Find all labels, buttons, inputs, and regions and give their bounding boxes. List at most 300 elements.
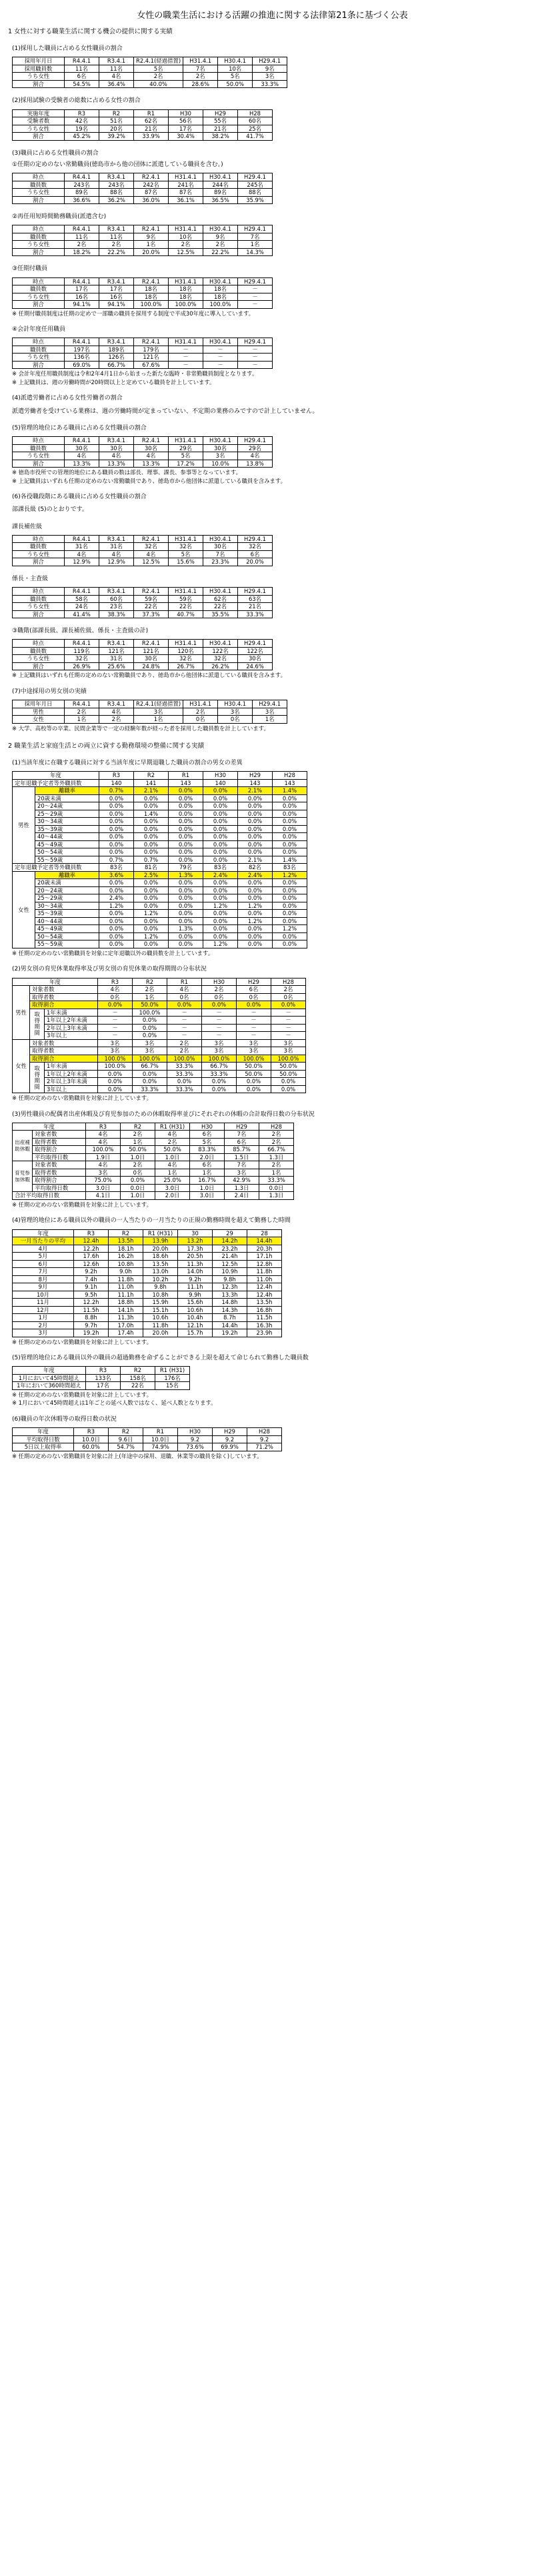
section1-heading: 1 女性に対する職業生活に関する機会の提供に関する実績	[8, 28, 173, 36]
table-row	[13, 65, 287, 73]
table-cell: 1.4%	[273, 856, 307, 864]
table-cell: 0.0%	[203, 833, 238, 841]
table-cell: 89名	[203, 189, 238, 197]
table-cell: 37.3%	[134, 610, 169, 618]
table-cell: 19名	[65, 125, 99, 133]
table-cell: 4名	[134, 452, 169, 460]
table-cell: H31.4.1	[183, 700, 218, 708]
table-cell: 0.0%	[134, 886, 169, 894]
table-cell: R3.4.1	[99, 338, 134, 346]
table-cell: 1.0日	[155, 1153, 190, 1161]
table-row	[13, 1055, 306, 1063]
table-cell: 2名	[121, 1161, 155, 1169]
table-cell: 7名	[183, 65, 218, 73]
table-cell: 12.1h	[178, 1321, 213, 1329]
t12-caption: (2)男女別の育児休業取得率及び男女別の育児休業の取得期間の分布状況	[12, 966, 207, 973]
table-row	[13, 716, 287, 724]
t8-note-1: ※ 徳島市役所での管理的地位にある職員の数は部長、理事、課長、参事等となっています。	[12, 469, 242, 476]
table-cell: 採用職員数	[13, 65, 65, 73]
table-cell: 120名	[169, 647, 203, 655]
table-cell: 10.8h	[143, 1291, 178, 1299]
table-cell: 9.7h	[74, 1321, 109, 1329]
table-cell: 0.0%	[169, 810, 203, 818]
table-cell: R4.4.1	[65, 277, 99, 285]
table-cell: －	[167, 1009, 202, 1017]
t13-caption: (3)男性職員の配偶者出産休暇及び育児参加のための休暇取得率並びにそれぞれの休暇の合計取得日数の分布状況	[12, 1111, 315, 1118]
table-cell: 0名	[121, 1169, 155, 1177]
table-cell: 3.6%	[99, 871, 134, 879]
table-cell: 30	[178, 1229, 213, 1237]
table-cell: R4.4.1	[65, 588, 99, 596]
table-cell: 10.6h	[143, 1314, 178, 1322]
table-cell: 15.6h	[178, 1299, 213, 1307]
table-cell: 0.0%	[133, 1017, 167, 1025]
table-row	[13, 925, 307, 933]
table-cell: R4.4.1	[65, 57, 99, 65]
table-cell: 0.0%	[99, 925, 134, 933]
table-row	[13, 57, 287, 65]
table-cell: 88名	[99, 189, 134, 197]
t14-note: ※ 任期の定めのない常勤職員を対象に計上しています。	[12, 1338, 153, 1345]
table-cell: 1.0日	[121, 1192, 155, 1200]
table-cell: R4.4.1	[65, 338, 99, 346]
table-cell: 7名	[225, 1131, 259, 1139]
table-cell: 1名	[65, 716, 99, 724]
table-cell: うち女性	[13, 452, 65, 460]
table-cell: 2名	[183, 73, 218, 81]
t11-note: ※ 任期の定めのない常勤職員を対象に定年退職以外の職員数を計上しています。	[12, 949, 214, 956]
table-cell: R4.4.1	[65, 437, 99, 445]
table-cell: 平均取得日数	[13, 1435, 74, 1443]
table-cell: 0.0%	[238, 932, 273, 940]
table-row	[13, 1229, 282, 1237]
table-cell: 42名	[65, 117, 99, 125]
table-cell: R3.4.1	[99, 277, 134, 285]
table-row	[13, 1283, 282, 1291]
table-cell: 0.0%	[99, 802, 134, 810]
table-cell: 94.1%	[65, 301, 99, 309]
table-t16	[12, 1427, 282, 1451]
table-cell: 13.3%	[134, 460, 169, 468]
table-cell: 職員数	[13, 647, 65, 655]
table-cell: 0.0%	[99, 932, 134, 940]
table-cell: 3名	[134, 708, 183, 716]
table-cell: H28	[247, 1428, 282, 1436]
table-cell: 4名	[65, 550, 99, 558]
table-row	[13, 225, 273, 233]
table-cell: 6名	[237, 986, 271, 994]
table-row	[13, 1169, 294, 1177]
table-cell: 0.0%	[238, 833, 273, 841]
table-cell: 11.5h	[247, 1314, 282, 1322]
table-cell: 1.2%	[203, 940, 238, 948]
table-cell: 87名	[169, 189, 203, 197]
table-cell: 11.0h	[109, 1283, 143, 1291]
table-cell: 2名	[271, 986, 306, 994]
table-cell: R2.4.1	[134, 225, 169, 233]
table-cell: 4名	[86, 1131, 121, 1139]
table-cell: 0.0%	[202, 1001, 237, 1009]
table-cell: 0.0%	[203, 810, 238, 818]
table-cell: 197名	[65, 346, 99, 354]
table-cell: 11.1h	[178, 1283, 213, 1291]
table-cell: 0.0%	[169, 825, 203, 833]
table-cell: 3名	[202, 1047, 237, 1055]
table-cell: 36.5%	[203, 196, 238, 204]
table-row	[13, 1017, 306, 1025]
table-cell: 15名	[155, 1382, 190, 1390]
table-cell: 50.0%	[121, 1146, 155, 1154]
table-cell: 2年以上3年未満	[45, 1024, 98, 1032]
table-cell: 13.5h	[247, 1299, 282, 1307]
table-row	[13, 662, 273, 670]
table-cell: －	[237, 1032, 271, 1040]
table-cell: 12.9%	[65, 558, 99, 566]
table-row	[13, 1367, 190, 1375]
table-cell: 20～24歳	[35, 886, 99, 894]
table-cell: －	[167, 1032, 202, 1040]
table-cell: 3名	[225, 1169, 259, 1177]
t6-note-2: ※ 上記職員は、週の労働時間が20時間以上と定めている職員を計上しています。	[12, 378, 215, 386]
table-row	[13, 1237, 282, 1245]
table-cell: －	[169, 346, 203, 354]
table-cell: －	[238, 293, 273, 301]
table-row	[13, 1192, 294, 1200]
table-cell: H29	[225, 1123, 259, 1131]
table-cell: 35～39歳	[35, 825, 99, 833]
table-cell: 35.9%	[238, 196, 273, 204]
table-cell: 3名	[98, 1047, 133, 1055]
table-cell: 時点	[13, 277, 65, 285]
table-row	[13, 444, 273, 452]
table-cell: 23.2h	[213, 1245, 247, 1253]
table-cell: 9名	[134, 233, 169, 241]
table-cell: 0.0%	[169, 902, 203, 910]
table-cell: 0.0%	[134, 848, 169, 856]
table-row	[13, 1329, 282, 1337]
table-cell: 23.3%	[203, 558, 238, 566]
table-cell: H30.4.1	[203, 535, 238, 543]
table-cell: 0.0%	[237, 1001, 271, 1009]
table-cell: 9.5h	[74, 1291, 109, 1299]
table-cell: 4名	[86, 1138, 121, 1146]
table-t13	[12, 1123, 294, 1200]
table-row	[13, 1177, 294, 1185]
table-cell: 0.0%	[98, 1085, 133, 1093]
table-row	[13, 550, 273, 558]
table-cell: 21名	[238, 603, 273, 611]
table-cell: 26.2%	[203, 662, 238, 670]
table-cell: 0.0%	[238, 802, 273, 810]
table-cell: 1.9日	[86, 1153, 121, 1161]
table-cell: 2名	[65, 241, 99, 249]
table-cell: 0.0%	[99, 810, 134, 818]
table-cell: 100.0%	[167, 1055, 202, 1063]
table-cell: 0.0%	[134, 833, 169, 841]
table-row	[13, 1153, 294, 1161]
table-cell: 対象者数	[30, 986, 98, 994]
table-row	[13, 917, 307, 925]
table-cell: 100.0%	[202, 1055, 237, 1063]
table-cell: －	[238, 346, 273, 354]
table-cell: 1名	[134, 241, 169, 249]
table-t1	[12, 57, 287, 88]
table-cell: 13.9h	[143, 1237, 178, 1245]
table-cell: －	[237, 1009, 271, 1017]
table-cell: R3	[86, 1123, 121, 1131]
table-cell: 15.6%	[169, 558, 203, 566]
table-cell: H29.4.1	[238, 173, 273, 181]
table-cell: 0.0%	[99, 879, 134, 887]
table-cell: 3名	[133, 1047, 167, 1055]
t10-caption: (7)中途採用の男女別の実績	[12, 688, 87, 695]
table-row	[13, 1260, 282, 1268]
table-cell: 0.0%	[273, 818, 307, 826]
table-cell: 5月	[13, 1253, 74, 1261]
table-cell: H29.4.1	[253, 700, 287, 708]
table-row	[13, 1275, 282, 1283]
table-cell: うち女性	[13, 550, 65, 558]
table-cell: 140	[99, 779, 134, 787]
table-cell: －	[203, 361, 238, 369]
table-cell: 14.4h	[247, 1237, 282, 1245]
table-cell: 0.0%	[99, 825, 134, 833]
table-cell: 0.0%	[134, 825, 169, 833]
table-cell: 年度	[13, 1367, 86, 1375]
table-cell: 8月	[13, 1275, 74, 1283]
table-cell: 11.1h	[109, 1291, 143, 1299]
table-cell: 0.0%	[273, 810, 307, 818]
section2-heading: 2 職業生活と家庭生活との両立に資する勤務環境の整備に関する実績	[8, 742, 205, 750]
table-cell: 17名	[86, 1382, 121, 1390]
table-row	[13, 640, 273, 648]
table-cell: 4.1日	[86, 1192, 121, 1200]
table-cell: 0.0%	[134, 925, 169, 933]
table-cell: 1.2%	[134, 910, 169, 918]
table-cell: 1.3日	[259, 1192, 294, 1200]
table-cell: H29	[213, 1428, 247, 1436]
table-cell: 15.1h	[143, 1306, 178, 1314]
table-row	[13, 460, 273, 468]
table-row	[13, 196, 273, 204]
table-cell: －	[98, 1009, 133, 1017]
table-cell: 割合	[13, 196, 65, 204]
table-cell: 4名	[99, 550, 134, 558]
table-cell: 30名	[134, 655, 169, 663]
table-row	[13, 181, 273, 189]
table-cell: R2.4.1(経過措置)	[134, 57, 183, 65]
table-cell: 66.7%	[202, 1063, 237, 1071]
table-cell: 40.7%	[169, 610, 203, 618]
table-cell: 18.1h	[109, 1245, 143, 1253]
table-cell: 7名	[203, 550, 238, 558]
table-cell: 対象者数	[30, 1039, 98, 1047]
table-cell: R2.4.1(経過措置)	[134, 700, 183, 708]
table-cell: 0.0%	[169, 917, 203, 925]
table-cell: 1.3日	[225, 1184, 259, 1192]
table-cell: 11名	[65, 65, 99, 73]
table-cell: 0.0%	[99, 818, 134, 826]
table-cell: 45～49歳	[35, 925, 99, 933]
table-cell: 1年以上2年未満	[45, 1017, 98, 1025]
table-cell: うち女性	[13, 73, 65, 81]
table-cell: 16.8h	[247, 1306, 282, 1314]
table-cell: R3.4.1	[99, 588, 134, 596]
table-cell: 9.0h	[109, 1268, 143, 1276]
table-cell: 1年において360時間超え	[13, 1382, 86, 1390]
table-cell: 5名	[134, 65, 183, 73]
table-cell: 0.7%	[99, 787, 134, 795]
table-cell: 合計平均取得日数	[13, 1192, 86, 1200]
table-cell: 33.3%	[133, 1085, 167, 1093]
table-cell: 35～39歳	[35, 910, 99, 918]
table-cell: R4.4.1	[65, 225, 99, 233]
table-row	[13, 1009, 306, 1017]
table-cell: 3月	[13, 1329, 74, 1337]
table-cell: 0.0%	[237, 1078, 271, 1086]
table-cell: 4名	[167, 986, 202, 994]
table-cell: 0.0%	[203, 910, 238, 918]
table-cell: 13.3%	[99, 460, 134, 468]
table-row	[13, 993, 306, 1001]
table-cell: 30～34歳	[35, 902, 99, 910]
table-cell: 6名	[225, 1138, 259, 1146]
table-cell: 15.7h	[178, 1329, 213, 1337]
table-cell: R2.4.1	[134, 338, 169, 346]
table-cell: 職員数	[13, 285, 65, 293]
table-cell: 16名	[99, 293, 134, 301]
table-cell: 0.0%	[273, 802, 307, 810]
table-cell: 10.0日	[143, 1435, 178, 1443]
table-cell: 0.0%	[98, 1001, 133, 1009]
table-cell: R1 (H31)	[143, 1229, 178, 1237]
table-cell: 2名	[169, 241, 203, 249]
table-cell: 0.0%	[203, 848, 238, 856]
t16-caption: (6)職員の年次休暇等の取得日数の状況	[12, 1415, 117, 1423]
table-cell: 0.0%	[99, 917, 134, 925]
table-cell: 13.8%	[238, 460, 273, 468]
table-cell: 0.0%	[134, 917, 169, 925]
table-cell: 0.0%	[167, 1078, 202, 1086]
table-cell: 31名	[65, 543, 99, 551]
table-t9-kakari	[12, 587, 273, 618]
table-cell: 100.0%	[133, 1009, 167, 1017]
table-row	[13, 1032, 306, 1040]
table-cell: 6名	[65, 73, 99, 81]
table-cell: 73.6%	[178, 1443, 213, 1451]
table-cell: 取得割合	[30, 1001, 98, 1009]
table-cell: 6名	[190, 1131, 225, 1139]
table-cell: －	[237, 1024, 271, 1032]
table-cell: 20歳未満	[35, 879, 99, 887]
table-cell: 33.9%	[134, 133, 169, 141]
table-cell: 100.0%	[237, 1055, 271, 1063]
table-cell: R3	[86, 1367, 121, 1375]
table-cell: 2名	[183, 708, 218, 716]
table-cell: 0.0%	[273, 894, 307, 902]
table-cell: 0.0%	[134, 940, 169, 948]
table-cell: 1.5日	[225, 1153, 259, 1161]
table-row	[13, 588, 273, 596]
table-cell: 2名	[121, 1131, 155, 1139]
table-cell: 7名	[238, 233, 273, 241]
t3-sub: ①任期の定めのない常勤職員(徳島市から他の団体に派遣している職員を含む。)	[12, 161, 223, 168]
table-cell: 9.6日	[109, 1435, 143, 1443]
table-cell: 0.0%	[238, 940, 273, 948]
table-cell: R4.4.1	[65, 640, 99, 648]
table-cell: 離職率	[35, 871, 99, 879]
table-cell: 取得割合	[33, 1177, 86, 1185]
table-cell: 0.0%	[273, 840, 307, 848]
table-row	[13, 894, 307, 902]
table-cell: 2.4%	[238, 871, 273, 879]
table-cell: 50.0%	[237, 1070, 271, 1078]
table-cell: 243名	[99, 181, 134, 189]
table-cell: 職員数	[13, 233, 65, 241]
table-cell: 9名	[203, 233, 238, 241]
table-cell: H31.4.1	[169, 225, 203, 233]
table-cell: －	[238, 301, 273, 309]
table-row	[13, 1428, 282, 1436]
table-cell: 育児参加休暇	[13, 1161, 33, 1192]
table-cell: 54.5%	[65, 80, 99, 88]
table-cell: 0.0%	[134, 879, 169, 887]
table-row	[13, 810, 307, 818]
table-cell: うち女性	[13, 655, 65, 663]
t6-note-1: ※ 会計年度任用職員制度は令和2年4月1日から始まった新たな臨時・非常勤職員制度となります。	[12, 370, 258, 378]
table-cell: 17.4h	[109, 1329, 143, 1337]
table-cell: 0.0%	[273, 932, 307, 940]
table-row	[13, 346, 273, 354]
table-cell: 21.4h	[213, 1253, 247, 1261]
table-cell: 0.0%	[169, 833, 203, 841]
table-row	[13, 277, 273, 285]
table-cell: R2.4.1	[134, 535, 169, 543]
table-cell: R3.4.1	[99, 640, 134, 648]
table-cell: 66.7%	[99, 361, 134, 369]
table-row	[13, 233, 273, 241]
table-cell: 2.4日	[225, 1192, 259, 1200]
t5-note: ※ 任期付職員制度は任期の定めで一部職の職員を採用する制度で平成30年度に導入しています。	[12, 309, 255, 317]
table-cell: 取得期間	[30, 1063, 45, 1093]
table-cell: 0.0%	[133, 1032, 167, 1040]
table-cell: 100.0%	[98, 1055, 133, 1063]
table-cell: 0.0%	[202, 1085, 237, 1093]
table-cell: 男性	[13, 787, 35, 864]
table-cell: 7.4h	[74, 1275, 109, 1283]
table-cell: 40.0%	[134, 80, 183, 88]
table-row	[13, 1184, 294, 1192]
table-cell: 時点	[13, 640, 65, 648]
t15-note-1: ※ 任期の定めのない常勤職員を対象に計上しています。	[12, 1391, 153, 1398]
table-cell: 25～29歳	[35, 810, 99, 818]
table-cell: 38.2%	[203, 133, 238, 141]
table-cell: 32名	[169, 543, 203, 551]
table-cell: 5日以上取得率	[13, 1443, 74, 1451]
table-cell: 36.0%	[134, 196, 169, 204]
table-cell: 141	[134, 779, 169, 787]
table-row	[13, 535, 273, 543]
table-row	[13, 1047, 306, 1055]
table-cell: 100.0%	[169, 301, 203, 309]
table-cell: R4.4.1	[65, 700, 99, 708]
table-cell: 0.0%	[273, 940, 307, 948]
table-cell: －	[167, 1017, 202, 1025]
table-cell: 1.4%	[273, 787, 307, 795]
table-cell: 時点	[13, 437, 65, 445]
table-cell: 56名	[169, 117, 203, 125]
table-cell: 2名	[155, 1138, 190, 1146]
